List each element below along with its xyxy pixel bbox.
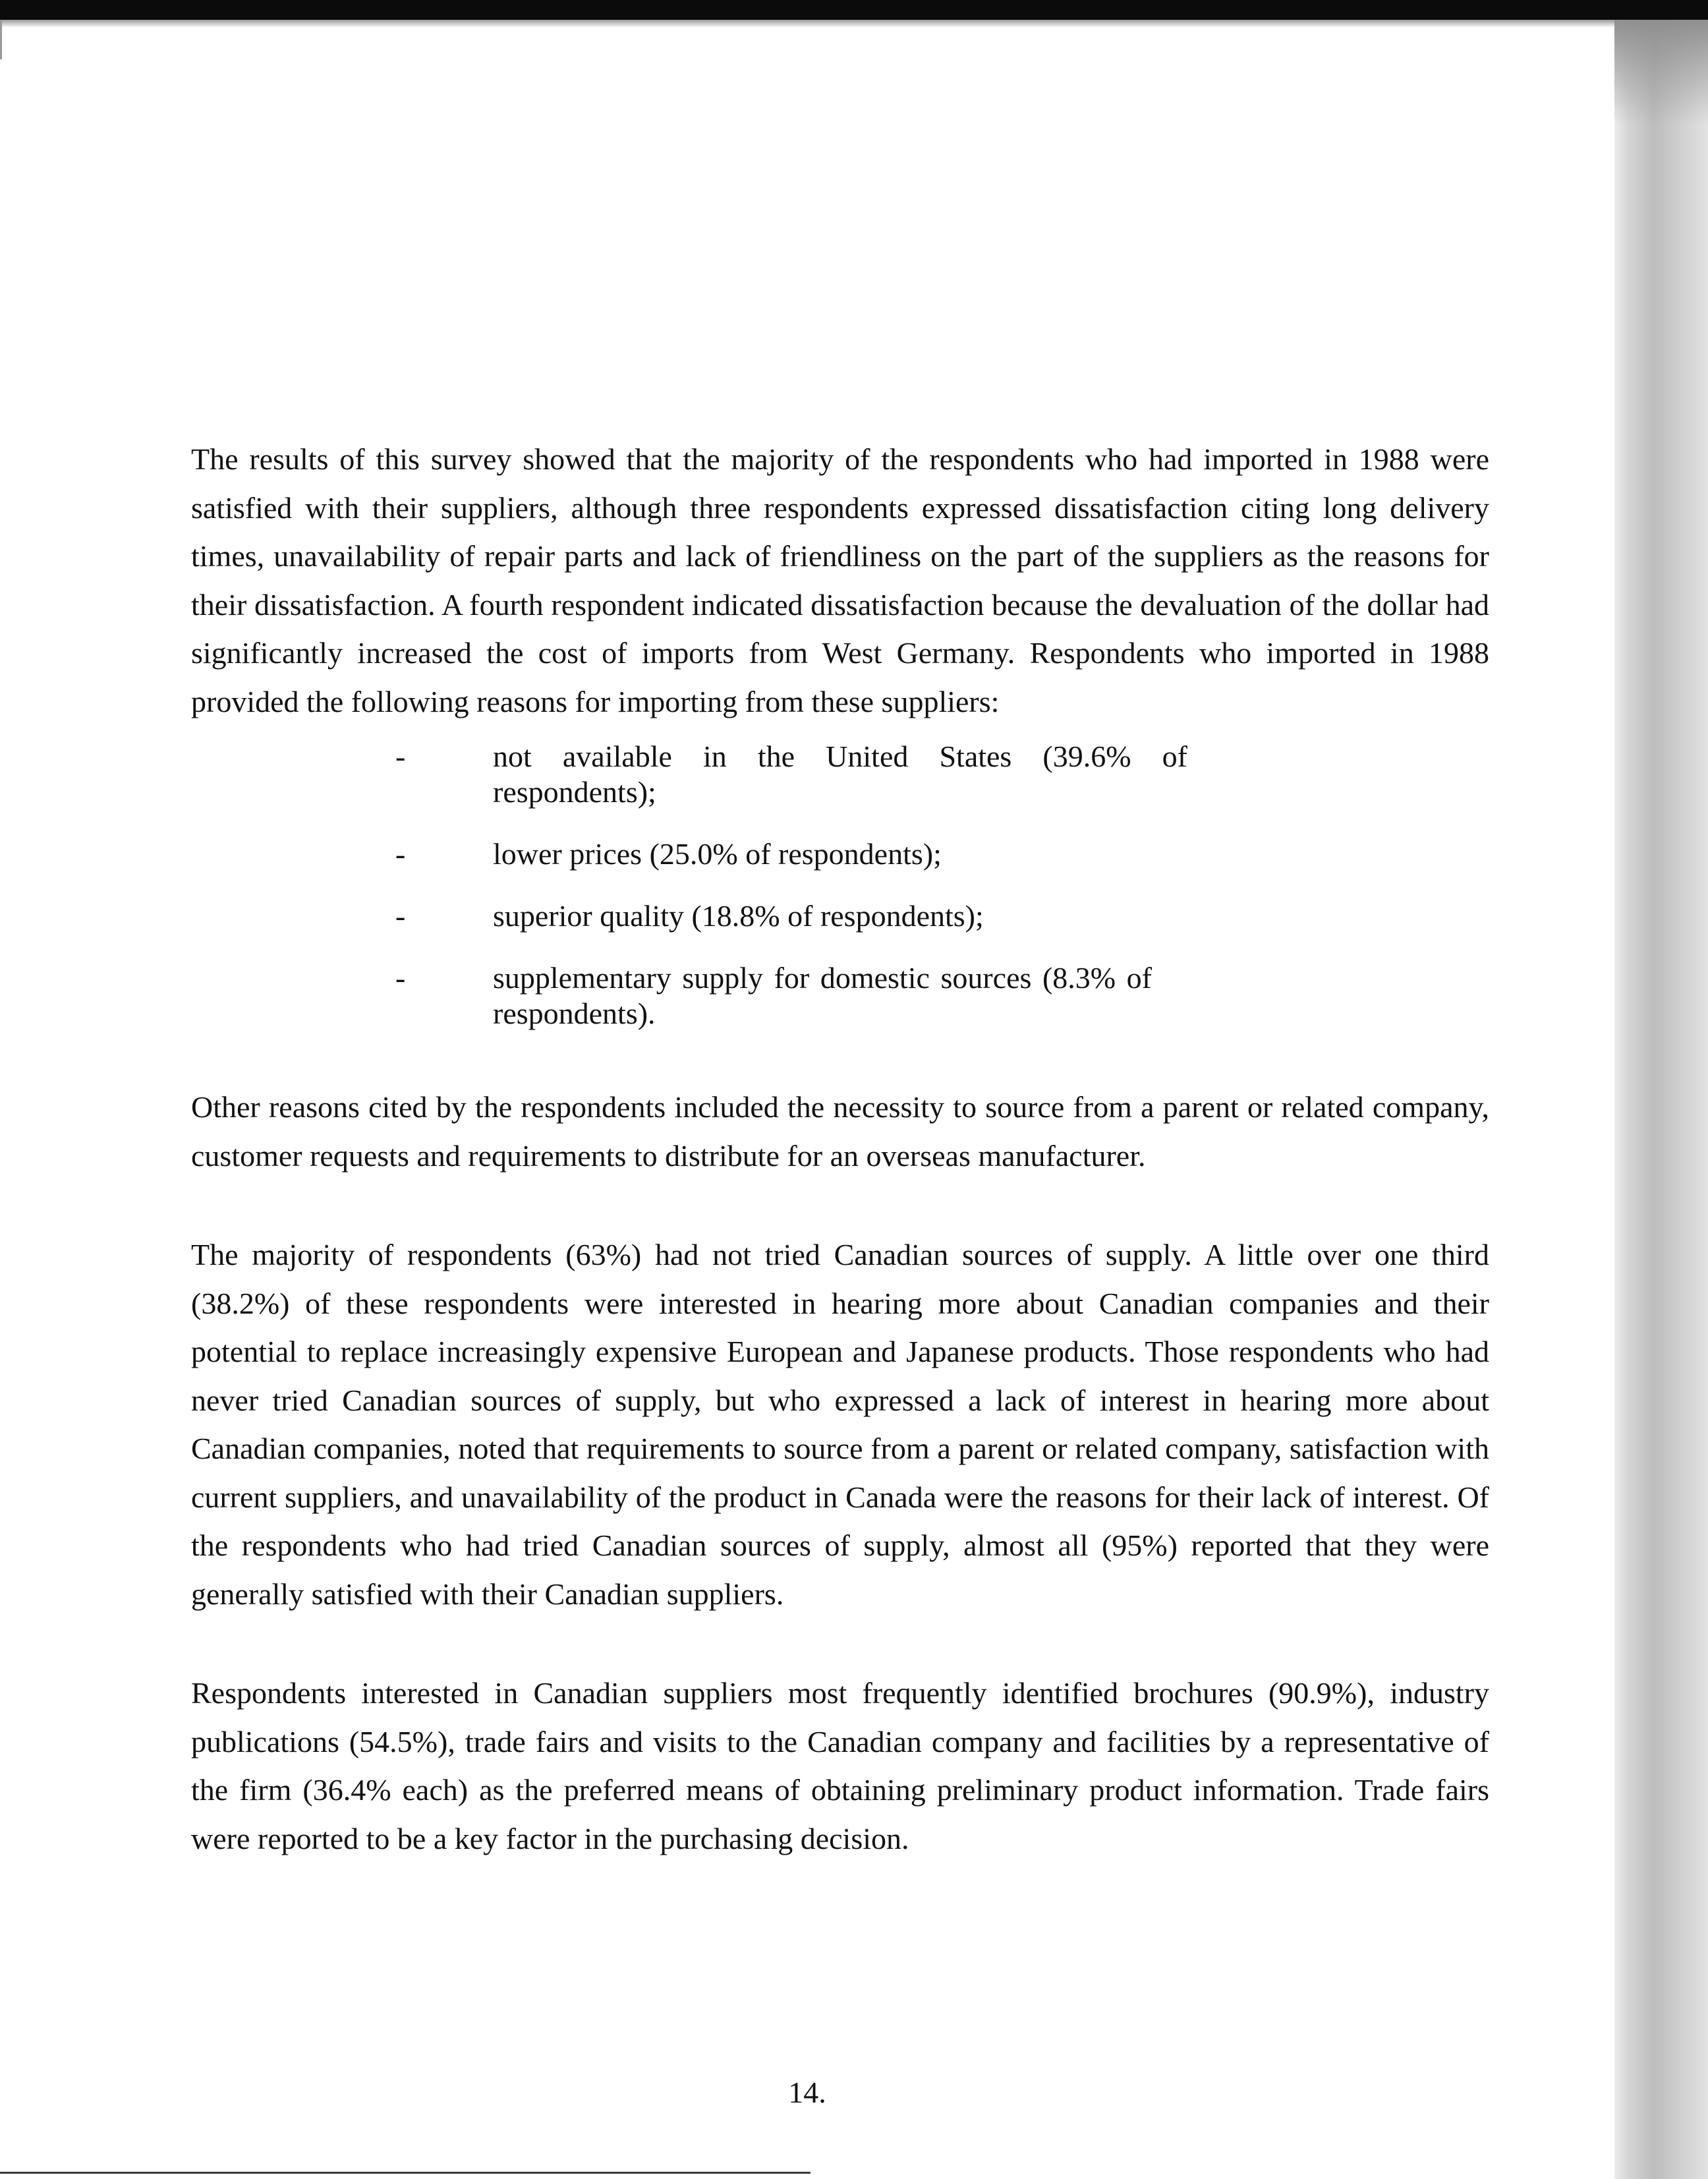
scan-right-edge: [1614, 20, 1708, 2179]
dash-bullet: -: [395, 899, 406, 933]
list-item: [191, 739, 1187, 810]
scan-top-shadow: [0, 20, 1614, 28]
list-item: [191, 960, 1187, 1031]
scan-right-shadow: [1614, 20, 1708, 125]
scan-left-corner-mark: [0, 20, 11, 59]
list-item: [191, 836, 1187, 872]
page-number: 14.: [788, 2076, 826, 2109]
paragraph-other-reasons: Other reasons cited by the respondents included the necessity to source from a parent or related company, customer requests and requirements to distribute for an overseas manufacturer.: [191, 1090, 1489, 1173]
scan-top-edge: [0, 0, 1708, 20]
paragraph-preferred-information: Respondents interested in Canadian suppliers most frequently identified brochures (90.9%), industry publications (54.5%), trade fairs and visits to the Canadian company and facilities by a representative of the firm (36.4% each) as the preferred means of obtaining preliminary product information. Trade fairs were reported to be a key factor in the purchasing decision.: [191, 1676, 1489, 1855]
import-reasons-list: [191, 739, 1489, 1031]
list-item-text: not available in the United States (39.6% of respondents);: [493, 740, 1187, 809]
dash-bullet: -: [395, 837, 406, 871]
scan-bottom-edge: [0, 2172, 811, 2174]
dash-bullet: -: [395, 740, 406, 773]
paragraph-survey-results: The results of this survey showed that the majority of the respondents who had imported in 1988 were satisfied with their suppliers, although three respondents expressed dissatisfaction citing long delivery times, unavailability of repair parts and lack of friendliness on the part of the suppliers as the reasons for their dissatisfaction. A fourth respondent indicated dissatisfaction because the devaluation of the dollar had significantly increased the cost of imports from West Germany. Respondents who imported in 1988 provided the following reasons for importing from these suppliers:: [191, 442, 1489, 718]
list-item-text: superior quality (18.8% of respondents);: [493, 899, 984, 933]
paragraph-canadian-sources: The majority of respondents (63%) had not tried Canadian sources of supply. A little over one third (38.2%) of these respondents were interested in hearing more about Canadian companies and their potential to replace increasingly expensive European and Japanese products. Those respondents who had never tried Canadian sources of supply, but who expressed a lack of interest in hearing more about Canadian companies, noted that requirements to source from a parent or related company, satisfaction with current suppliers, and unavailability of the product in Canada were the reasons for their lack of interest. Of the respondents who had tried Canadian sources of supply, almost all (95%) reported that they were generally satisfied with their Canadian suppliers.: [191, 1238, 1489, 1611]
list-item-text: supplementary supply for domestic sources (8.3% of respondents).: [493, 961, 1152, 1030]
page-body: [191, 435, 1489, 1863]
list-item-text: lower prices (25.0% of respondents);: [493, 837, 942, 871]
list-item: [191, 898, 1187, 934]
dash-bullet: -: [395, 961, 406, 995]
